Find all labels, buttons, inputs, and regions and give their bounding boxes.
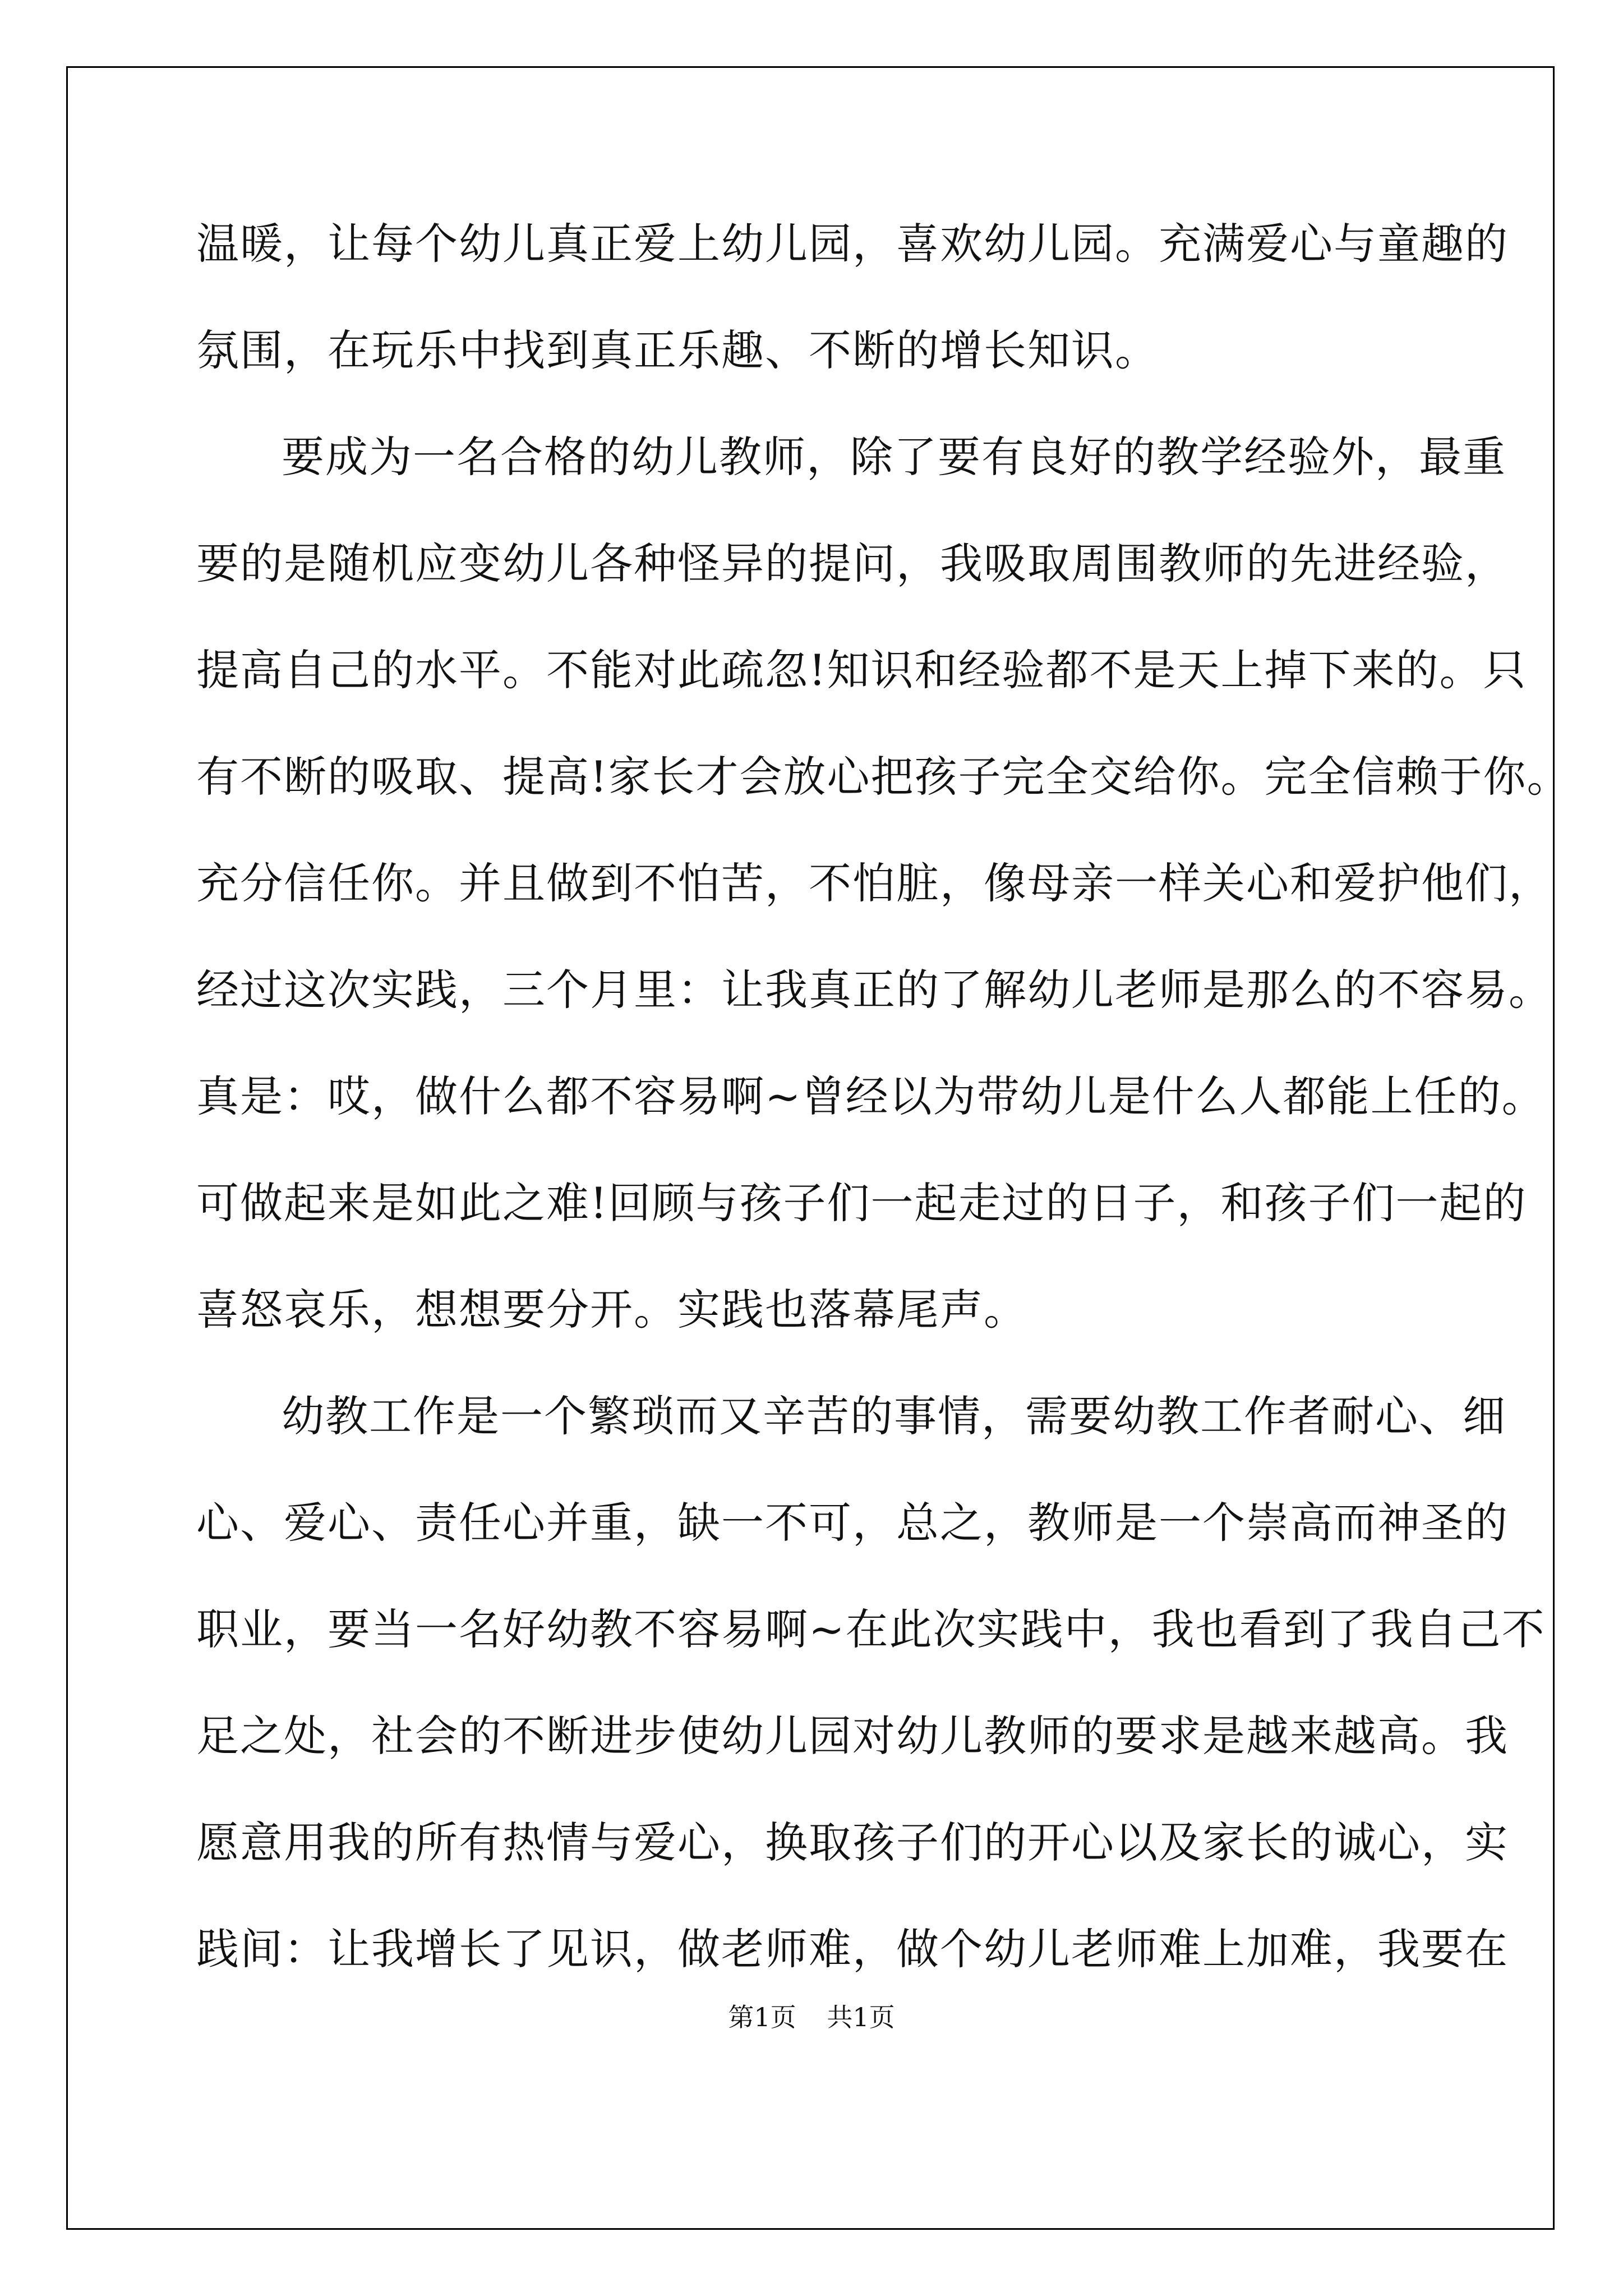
page-number-current: 第1页 (728, 2002, 796, 2032)
text-line: 要的是随机应变幼儿各种怪异的提问，我吸取周围教师的先进经验， (196, 539, 1509, 588)
text-line: 要成为一名合格的幼儿教师，除了要有良好的教学经验外，最重 (282, 432, 1506, 482)
text-line: 愿意用我的所有热情与爱心，换取孩子们的开心以及家长的诚心，实 (196, 1818, 1509, 1867)
text-line: 践间：让我增长了见识，做老师难，做个幼儿老师难上加难，我要在 (196, 1924, 1509, 1974)
text-line: 温暖，让每个幼儿真正爱上幼儿园，喜欢幼儿园。充满爱心与童趣的 (196, 219, 1509, 269)
text-line: 喜怒哀乐，想想要分开。实践也落幕尾声。 (196, 1285, 1027, 1335)
page-footer (0, 1997, 1623, 2034)
text-line: 真是：哎，做什么都不容易啊~曾经以为带幼儿是什么人都能上任的。 (196, 1071, 1546, 1121)
text-line: 足之处，社会的不断进步使幼儿园对幼儿教师的要求是越来越高。我 (196, 1711, 1509, 1761)
text-line: 职业，要当一名好幼教不容易啊~在此次实践中，我也看到了我自己不 (196, 1604, 1546, 1654)
text-line: 氛围，在玩乐中找到真正乐趣、不断的增长知识。 (196, 325, 1159, 375)
text-line: 心、爱心、责任心并重，缺一不可，总之，教师是一个崇高而神圣的 (196, 1498, 1509, 1548)
text-line: 提高自己的水平。不能对此疏忽!知识和经验都不是天上掉下来的。只 (196, 645, 1527, 695)
document-body (196, 191, 1571, 2003)
text-line: 充分信任你。并且做到不怕苦，不怕脏，像母亲一样关心和爱护他们， (196, 858, 1552, 908)
text-line: 经过这次实践，三个月里：让我真正的了解幼儿老师是那么的不容易。 (196, 965, 1552, 1015)
text-line: 有不断的吸取、提高!家长才会放心把孩子完全交给你。完全信赖于你。 (196, 752, 1571, 802)
text-line: 幼教工作是一个繁琐而又辛苦的事情，需要幼教工作者耐心、细 (282, 1391, 1506, 1441)
text-line: 可做起来是如此之难!回顾与孩子们一起走过的日子，和孩子们一起的 (196, 1178, 1527, 1228)
page-number-total: 共1页 (827, 2002, 895, 2032)
